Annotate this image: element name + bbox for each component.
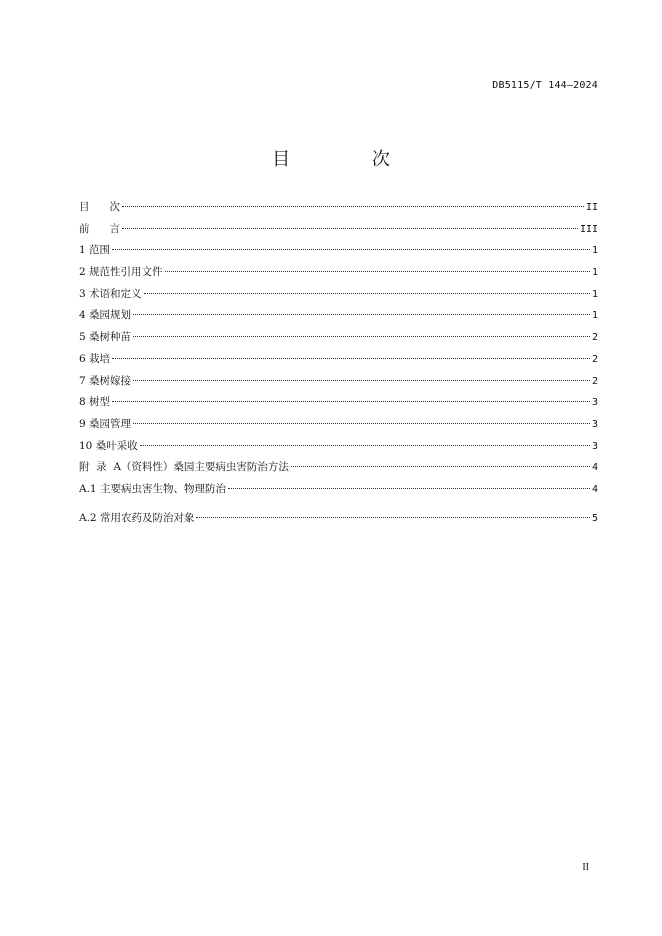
toc-entry-page: 4 xyxy=(591,462,598,474)
toc-entry-terms[interactable] xyxy=(79,286,598,308)
toc-entry-page: 3 xyxy=(591,440,598,452)
page-number: II xyxy=(582,862,589,873)
toc-entry-label: 3 术语和定义 xyxy=(79,287,142,300)
toc-entry-label: 6 栽培 xyxy=(79,352,111,365)
toc-leader-dots xyxy=(133,423,590,424)
toc-entry-page: 3 xyxy=(591,397,598,409)
toc-entry-page: II xyxy=(585,202,598,213)
toc-entry-a2[interactable] xyxy=(79,510,598,532)
toc-leader-dots xyxy=(133,336,590,337)
toc-leader-dots xyxy=(133,314,590,315)
toc-entry-label: 目 次 xyxy=(79,201,121,213)
toc-entry-tree-shape[interactable] xyxy=(79,394,598,416)
toc-entry-label: 8 树型 xyxy=(79,396,111,409)
toc-entry-a1[interactable] xyxy=(79,481,598,503)
toc-entry-page: 2 xyxy=(591,353,598,365)
toc-entry-seedlings[interactable] xyxy=(79,329,598,351)
toc-entry-label: 10 桑叶采收 xyxy=(79,439,138,452)
toc-entry-label: 9 桑园管理 xyxy=(79,417,132,430)
toc-entry-page: 4 xyxy=(591,483,598,495)
toc-entry-label: 4 桑园规划 xyxy=(79,309,132,322)
toc-entry-label: 1 范围 xyxy=(79,244,111,257)
toc-leader-dots xyxy=(112,358,590,359)
table-of-contents xyxy=(79,199,598,531)
toc-leader-dots xyxy=(165,271,590,272)
toc-entry-label: 5 桑树种苗 xyxy=(79,331,132,344)
toc-entry-page: 1 xyxy=(591,245,598,257)
toc-entry-page: 5 xyxy=(591,512,598,524)
toc-entry-grafting[interactable] xyxy=(79,373,598,395)
toc-leader-dots xyxy=(140,445,590,446)
toc-entry-planning[interactable] xyxy=(79,307,598,329)
toc-entry-label: A.2 常用农药及防治对象 xyxy=(79,511,195,524)
toc-leader-dots xyxy=(228,488,590,489)
toc-entry-label: A.1 主要病虫害生物、物理防治 xyxy=(79,482,226,495)
toc-entry-normative-references[interactable] xyxy=(79,264,598,286)
toc-leader-dots xyxy=(196,517,590,518)
toc-entry-page: 2 xyxy=(591,375,598,387)
page-title: 目 次 xyxy=(272,149,428,170)
toc-leader-dots xyxy=(112,401,590,402)
toc-entry-cultivation[interactable] xyxy=(79,351,598,373)
toc-leader-dots xyxy=(133,380,590,381)
toc-entry-page: 1 xyxy=(591,310,598,322)
toc-leader-dots xyxy=(122,206,584,207)
toc-leader-dots xyxy=(112,249,590,250)
toc-entry-label: 前 言 xyxy=(79,222,121,235)
toc-entry-label: 7 桑树嫁接 xyxy=(79,374,132,387)
toc-entry-page: 2 xyxy=(591,332,598,344)
toc-entry-management[interactable] xyxy=(79,416,598,438)
toc-entry-page: III xyxy=(579,223,598,235)
toc-entry-page: 1 xyxy=(591,288,598,300)
document-code: DB5115/T 144—2024 xyxy=(492,80,598,91)
toc-entry-label: 附 录 A（资料性）桑园主要病虫害防治方法 xyxy=(79,461,289,474)
toc-entry-contents[interactable] xyxy=(79,199,598,221)
toc-entry-page: 3 xyxy=(591,418,598,430)
toc-entry-page: 1 xyxy=(591,267,598,279)
toc-entry-label: 2 规范性引用文件 xyxy=(79,266,163,279)
toc-entry-foreword[interactable] xyxy=(79,221,598,243)
toc-leader-dots xyxy=(291,466,590,467)
toc-entry-scope[interactable] xyxy=(79,242,598,264)
toc-entry-harvest[interactable] xyxy=(79,438,598,460)
toc-entry-appendix-a[interactable] xyxy=(79,459,598,481)
toc-leader-dots xyxy=(122,228,578,229)
toc-leader-dots xyxy=(144,293,590,294)
